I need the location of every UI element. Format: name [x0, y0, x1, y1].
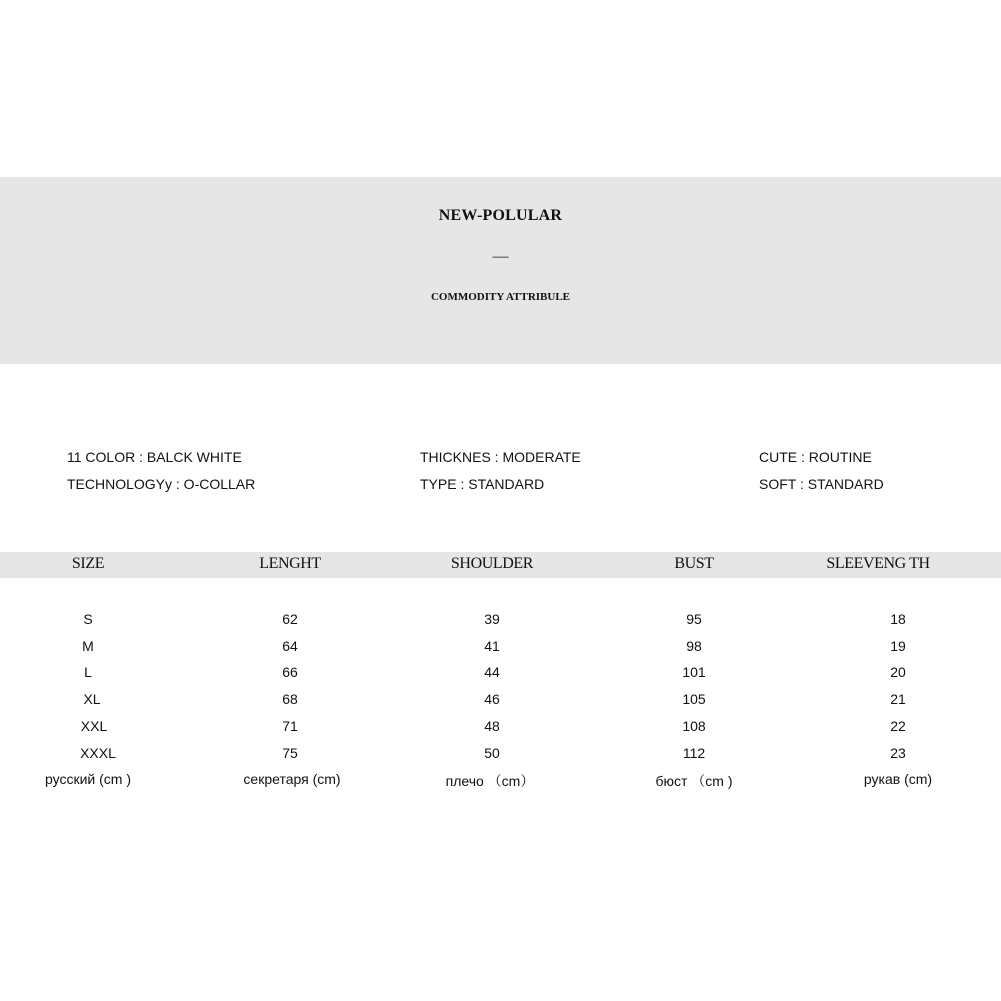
- cell-bust: 95: [686, 611, 702, 627]
- cell-length: 75: [282, 745, 298, 761]
- header-bust: BUST: [674, 555, 714, 572]
- cell-shoulder: 50: [484, 745, 500, 761]
- attribute-softness: SOFT : STANDARD: [759, 476, 884, 492]
- cell-size: XXXL: [80, 745, 116, 761]
- banner-title: NEW-POLULAR: [438, 207, 563, 224]
- header-sleeve-length: SLEEVENG TH: [826, 555, 930, 572]
- cell-size: M: [82, 638, 94, 654]
- banner-divider: —: [492, 248, 509, 265]
- cell-shoulder: 48: [484, 718, 500, 734]
- cell-sleeve-length: 19: [890, 638, 906, 654]
- cell-length: 66: [282, 664, 298, 680]
- header-size: SIZE: [71, 555, 105, 572]
- cell-shoulder: 44: [484, 664, 500, 680]
- header-length: LENGHT: [259, 555, 321, 572]
- unit-shoulder: плечо （cm）: [445, 773, 535, 789]
- cell-bust: 112: [682, 745, 706, 761]
- cell-bust: 108: [682, 718, 706, 734]
- cell-shoulder: 41: [484, 638, 500, 654]
- unit-sleeve-length: рукав (cm): [863, 771, 933, 787]
- attribute-thickness: THICKNES : MODERATE: [420, 449, 581, 465]
- cell-size: XXL: [80, 718, 108, 734]
- cell-shoulder: 46: [484, 691, 500, 707]
- unit-bust: бюст （cm ): [655, 773, 733, 789]
- cell-length: 62: [282, 611, 298, 627]
- cell-sleeve-length: 20: [890, 664, 906, 680]
- cell-size: XL: [83, 691, 101, 707]
- unit-size: русский (cm ): [44, 771, 131, 787]
- cell-bust: 98: [686, 638, 702, 654]
- cell-sleeve-length: 23: [890, 745, 906, 761]
- banner-subtitle: COMMODITY ATTRIBULE: [430, 291, 571, 303]
- cell-size: S: [83, 611, 93, 627]
- cell-length: 71: [282, 718, 298, 734]
- header-banner: [0, 177, 1001, 364]
- cell-sleeve-length: 22: [890, 718, 906, 734]
- header-shoulder: SHOULDER: [450, 555, 534, 572]
- cell-length: 64: [282, 638, 298, 654]
- cell-bust: 105: [682, 691, 706, 707]
- attribute-color: 11 COLOR : BALCK WHITE: [67, 449, 242, 465]
- attribute-technology: TECHNOLOGYy : O-COLLAR: [67, 476, 256, 492]
- size-table-header: [0, 552, 1001, 578]
- cell-bust: 101: [682, 664, 706, 680]
- attribute-type: TYPE : STANDARD: [420, 476, 545, 492]
- cell-sleeve-length: 18: [890, 611, 906, 627]
- attribute-cut: CUTE : ROUTINE: [759, 449, 872, 465]
- unit-length: секретаря (cm): [243, 771, 341, 787]
- cell-size: L: [84, 664, 92, 680]
- cell-sleeve-length: 21: [890, 691, 906, 707]
- cell-length: 68: [282, 691, 298, 707]
- cell-shoulder: 39: [484, 611, 500, 627]
